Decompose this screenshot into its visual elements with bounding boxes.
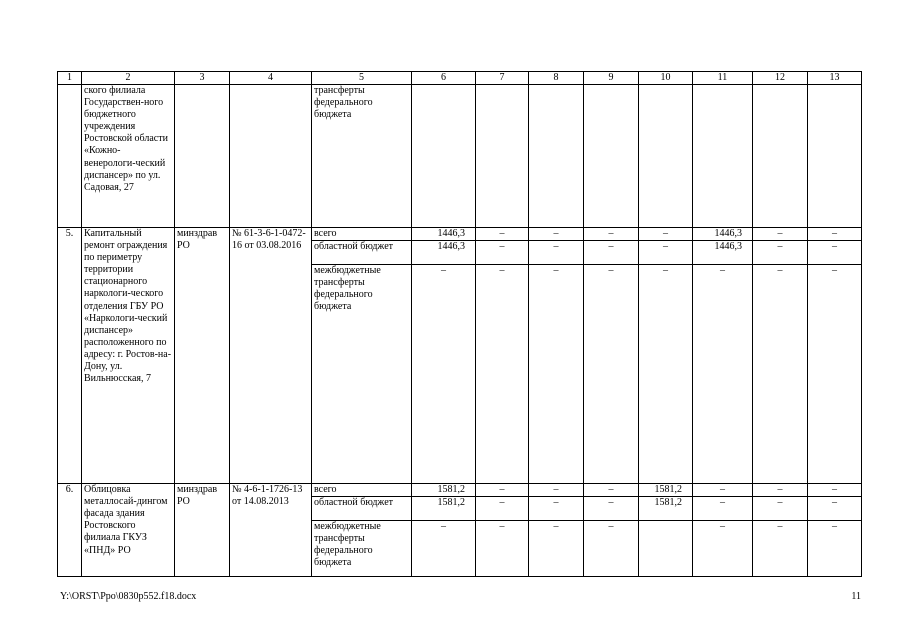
column-header: 10 [639,72,693,85]
value-cell: 1446,3 [693,241,753,265]
column-header: 3 [175,72,230,85]
value-cell: – [529,497,584,521]
value-cell: – [529,484,584,497]
table-row [58,228,862,241]
value-cell: 1581,2 [639,484,693,497]
column-header: 6 [412,72,476,85]
value-cell: – [693,265,753,484]
value-cell: – [639,265,693,484]
value-cell: – [753,228,808,241]
value-cell: – [584,484,639,497]
footer-file-path: Y:\ORST\Ppo\0830p552.f18.docx [60,591,197,602]
value-cell: – [808,497,862,521]
object-name-cell: Капитальный ремонт ограждения по периметру территории стационарного наркологи-ческого отделения ГБУ РО «Наркологи-ческий диспансер» расположенного по адресу: г. Ростов-на-Дону, ул. Вильнюсская, 7 [82,228,175,484]
value-cell: – [693,484,753,497]
value-cell: – [753,497,808,521]
value-cell: – [412,521,476,577]
funding-source-cell: всего [312,484,412,497]
table-row [58,85,862,228]
value-cell: – [753,241,808,265]
value-cell: – [753,521,808,577]
value-cell: – [584,265,639,484]
object-name-cell: Облицовка металлосай-дингом фасада здания Ростовского филиала ГКУЗ «ПНД» РО [82,484,175,577]
table-row [58,484,862,497]
value-cell: – [476,497,529,521]
page-number: 11 [851,591,861,602]
document-cell: № 4-6-1-1726-13 от 14.08.2013 [230,484,312,577]
value-cell: – [693,521,753,577]
column-header: 7 [476,72,529,85]
value-cell: – [753,265,808,484]
value-cell: – [529,521,584,577]
value-cell: – [584,241,639,265]
value-cell: – [476,484,529,497]
column-header: 2 [82,72,175,85]
value-cell: – [529,265,584,484]
column-header: 9 [584,72,639,85]
value-cell: 1446,3 [693,228,753,241]
funding-source-cell: трансферты федерального бюджета [312,85,412,228]
column-header: 11 [693,72,753,85]
value-cell: – [584,497,639,521]
value-cell: – [529,228,584,241]
column-header: 4 [230,72,312,85]
column-header: 12 [753,72,808,85]
budget-table [57,71,862,577]
value-cell: – [584,521,639,577]
funding-source-cell: областной бюджет [312,497,412,521]
value-cell: – [693,497,753,521]
row-number: 5. [58,228,82,484]
row-number: 6. [58,484,82,577]
value-cell: – [529,241,584,265]
value-cell: – [476,228,529,241]
funding-source-cell: межбюджетные трансферты федерального бюджета [312,521,412,577]
column-header: 1 [58,72,82,85]
column-header: 13 [808,72,862,85]
value-cell: – [476,265,529,484]
funding-source-cell: областной бюджет [312,241,412,265]
value-cell: – [808,265,862,484]
value-cell: – [584,228,639,241]
column-number-row [58,72,862,85]
document-cell: № 61-3-6-1-0472-16 от 03.08.2016 [230,228,312,484]
value-cell: 1446,3 [412,241,476,265]
executor-cell: минздрав РО [175,484,230,577]
value-cell: – [808,241,862,265]
value-cell: – [753,484,808,497]
value-cell: 1581,2 [639,497,693,521]
value-cell: – [808,484,862,497]
value-cell: – [412,265,476,484]
value-cell: – [808,228,862,241]
value-cell: – [476,521,529,577]
value-cell: – [639,228,693,241]
object-name-cell: ского филиала Государствен-ного бюджетного учреждения Ростовской области «Кожно-венерологи-ческий диспансер» по ул. Садовая, 27 [82,85,175,228]
funding-source-cell: всего [312,228,412,241]
executor-cell: минздрав РО [175,228,230,484]
value-cell: 1446,3 [412,228,476,241]
value-cell [639,521,693,577]
value-cell: – [808,521,862,577]
funding-source-cell: межбюджетные трансферты федерального бюджета [312,265,412,484]
column-header: 8 [529,72,584,85]
value-cell: – [476,241,529,265]
value-cell: – [639,241,693,265]
value-cell: 1581,2 [412,497,476,521]
value-cell: 1581,2 [412,484,476,497]
column-header: 5 [312,72,412,85]
